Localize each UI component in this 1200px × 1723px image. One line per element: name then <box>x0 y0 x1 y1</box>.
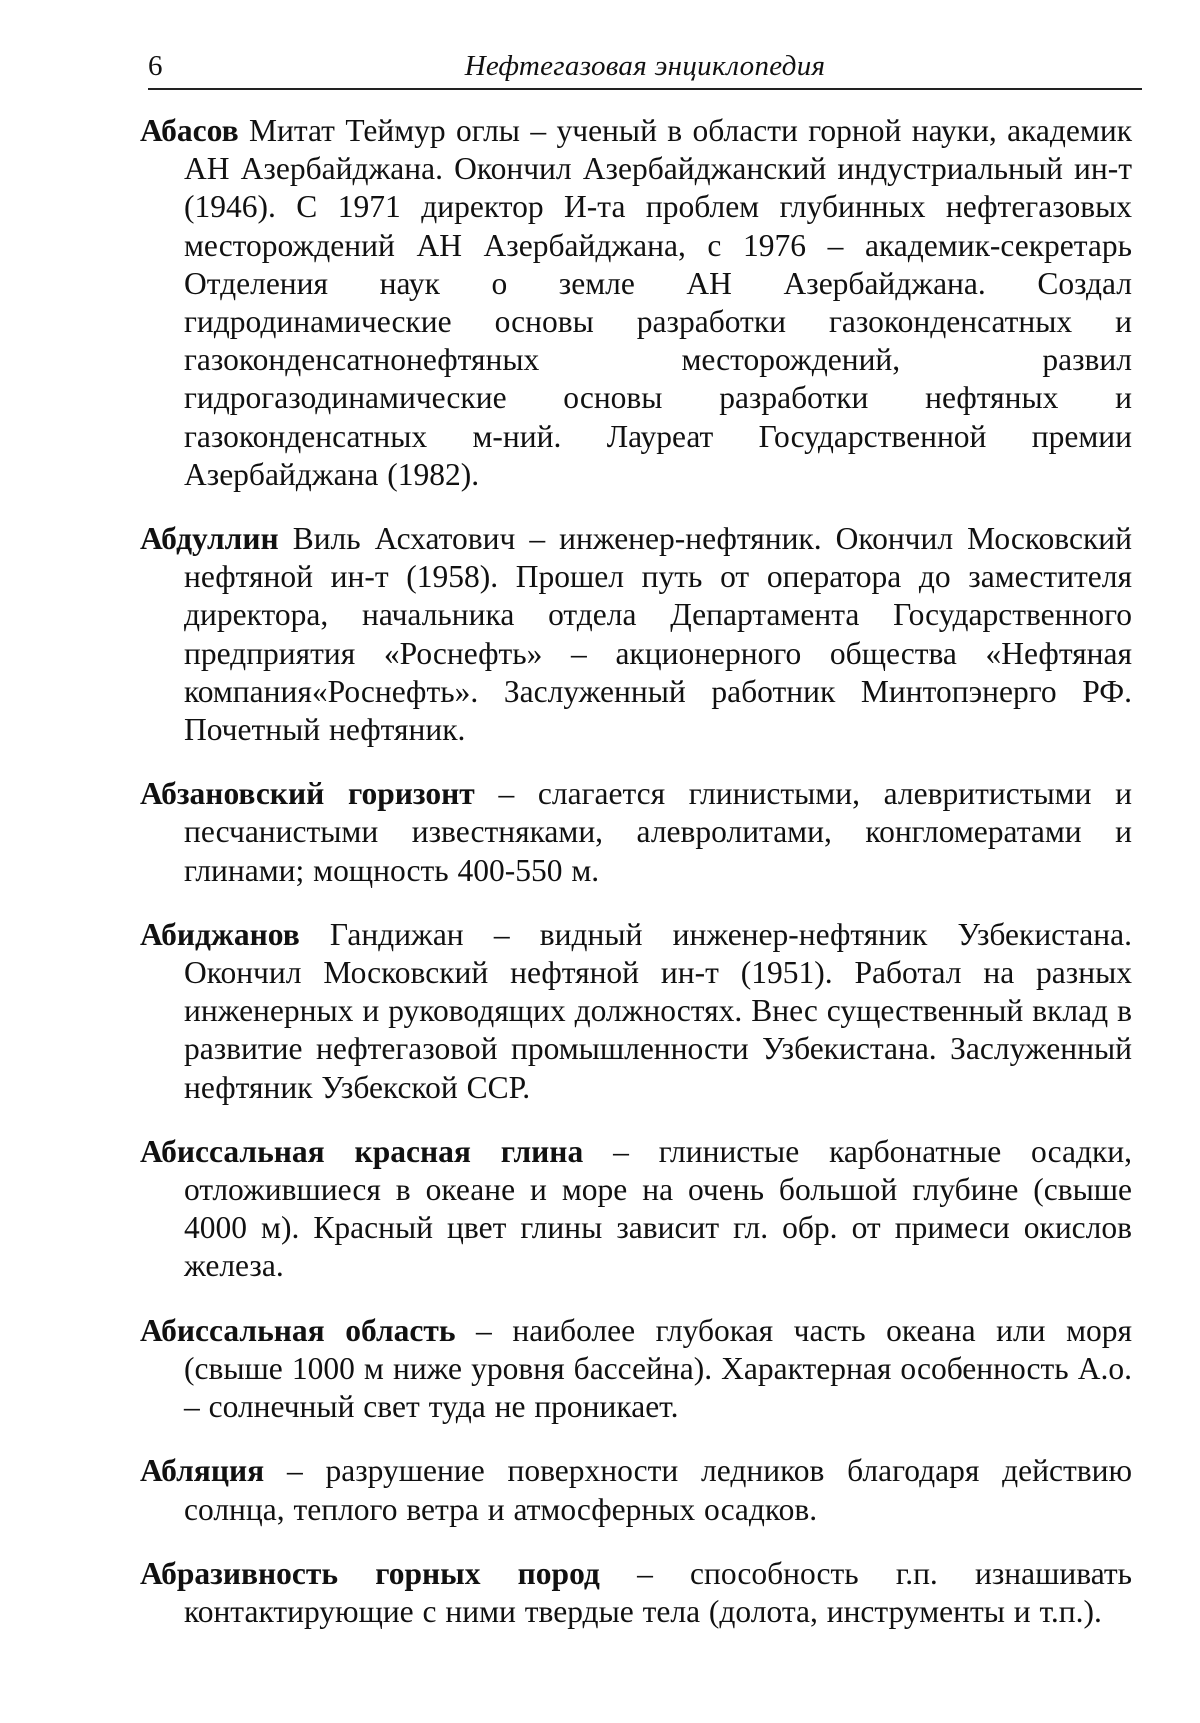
entry-ablation <box>140 1452 1132 1528</box>
entry-term: Абдуллин <box>140 521 279 557</box>
entry-rock-abrasiveness <box>140 1555 1132 1631</box>
entry-text: – способность г.п. изнашивать контактирующие с ними твердые тела (долота, инструменты и т.п.). <box>184 1555 1133 1629</box>
entry-abidzhanov <box>140 916 1132 1107</box>
entry-text: – слагается глинистыми, алевритистыми и песчанистыми известняками, алевролитами, конгломератами и глинами; мощность 400-550 м. <box>184 776 1132 888</box>
entry-term: Абзановский горизонт <box>140 776 475 812</box>
entry-term: Абляция <box>140 1453 265 1489</box>
entry-abyssal-zone <box>140 1312 1132 1427</box>
entry-text: – наиболее глубокая часть океана или моря (свыше 1000 м ниже уровня бассейна). Характерная особенность А.о. – солнечный свет туда не проникает. <box>184 1312 1133 1425</box>
entry-abdullin <box>140 520 1132 749</box>
entry-text: Виль Асхатович – инженер-нефтяник. Окончил Московский нефтяной ин-т (1958). Прошел путь от оператора до заместителя директора, начальника отдела Департамента Государственного предприятия «Роснефть» – акционерного общества «Нефтяная компания«Роснефть». Заслуженный работник Минтопэнерго РФ. Почетный нефтяник. <box>184 521 1132 748</box>
running-title: Нефтегазовая энциклопедия <box>464 50 826 82</box>
entry-text: Гандижан – видный инженер-нефтяник Узбекистана. Окончил Московский нефтяной ин-т (1951). Работал на разных инженерных и руководящих должностях. Внес существенный вклад в развитие нефтегазовой промышленности Узбекистана. Заслуженный нефтяник Узбекской ССР. <box>184 916 1133 1105</box>
entry-abzanovsky-horizon <box>140 775 1132 890</box>
entry-abyssal-red-clay <box>140 1133 1132 1286</box>
entry-text: Митат Теймур оглы – ученый в области горной науки, академик АН Азербайджана. Окончил Азербайджанский индустриальный ин-т (1946). С 1971 директор И-та проблем глубинных нефтегазовых месторождений АН Азербайджана, с 1976 – академик-секретарь Отделения наук о земле АН Азербайджана. Создал гидродинамические основы разработки газоконденсатных и газоконденсатнонефтяных месторождений, развил гидрогазодинамические основы разработки нефтяных и газоконденсатных м-ний. Лауреат Государственной премии Азербайджана (1982). <box>184 113 1133 492</box>
entry-term: Абиссальная область <box>140 1312 456 1348</box>
entry-text: – глинистые карбонатные осадки, отложившиеся в океане и море на очень большой глубине (свыше 4000 м). Красный цвет глины зависит гл. обр. от примеси окислов железа. <box>184 1133 1133 1284</box>
entry-abasov <box>140 112 1132 494</box>
page-number: 6 <box>148 50 163 82</box>
page-header <box>148 46 1142 90</box>
entry-term: Абиджанов <box>140 916 300 952</box>
entry-term: Абасов <box>140 113 239 148</box>
entry-term: Абиссальная красная глина <box>140 1133 584 1169</box>
entry-text: – разрушение поверхности ледников благодаря действию солнца, теплого ветра и атмосферных осадков. <box>184 1453 1133 1527</box>
entry-term: Абразивность горных пород <box>140 1555 600 1591</box>
encyclopedia-entries <box>140 112 1132 1657</box>
